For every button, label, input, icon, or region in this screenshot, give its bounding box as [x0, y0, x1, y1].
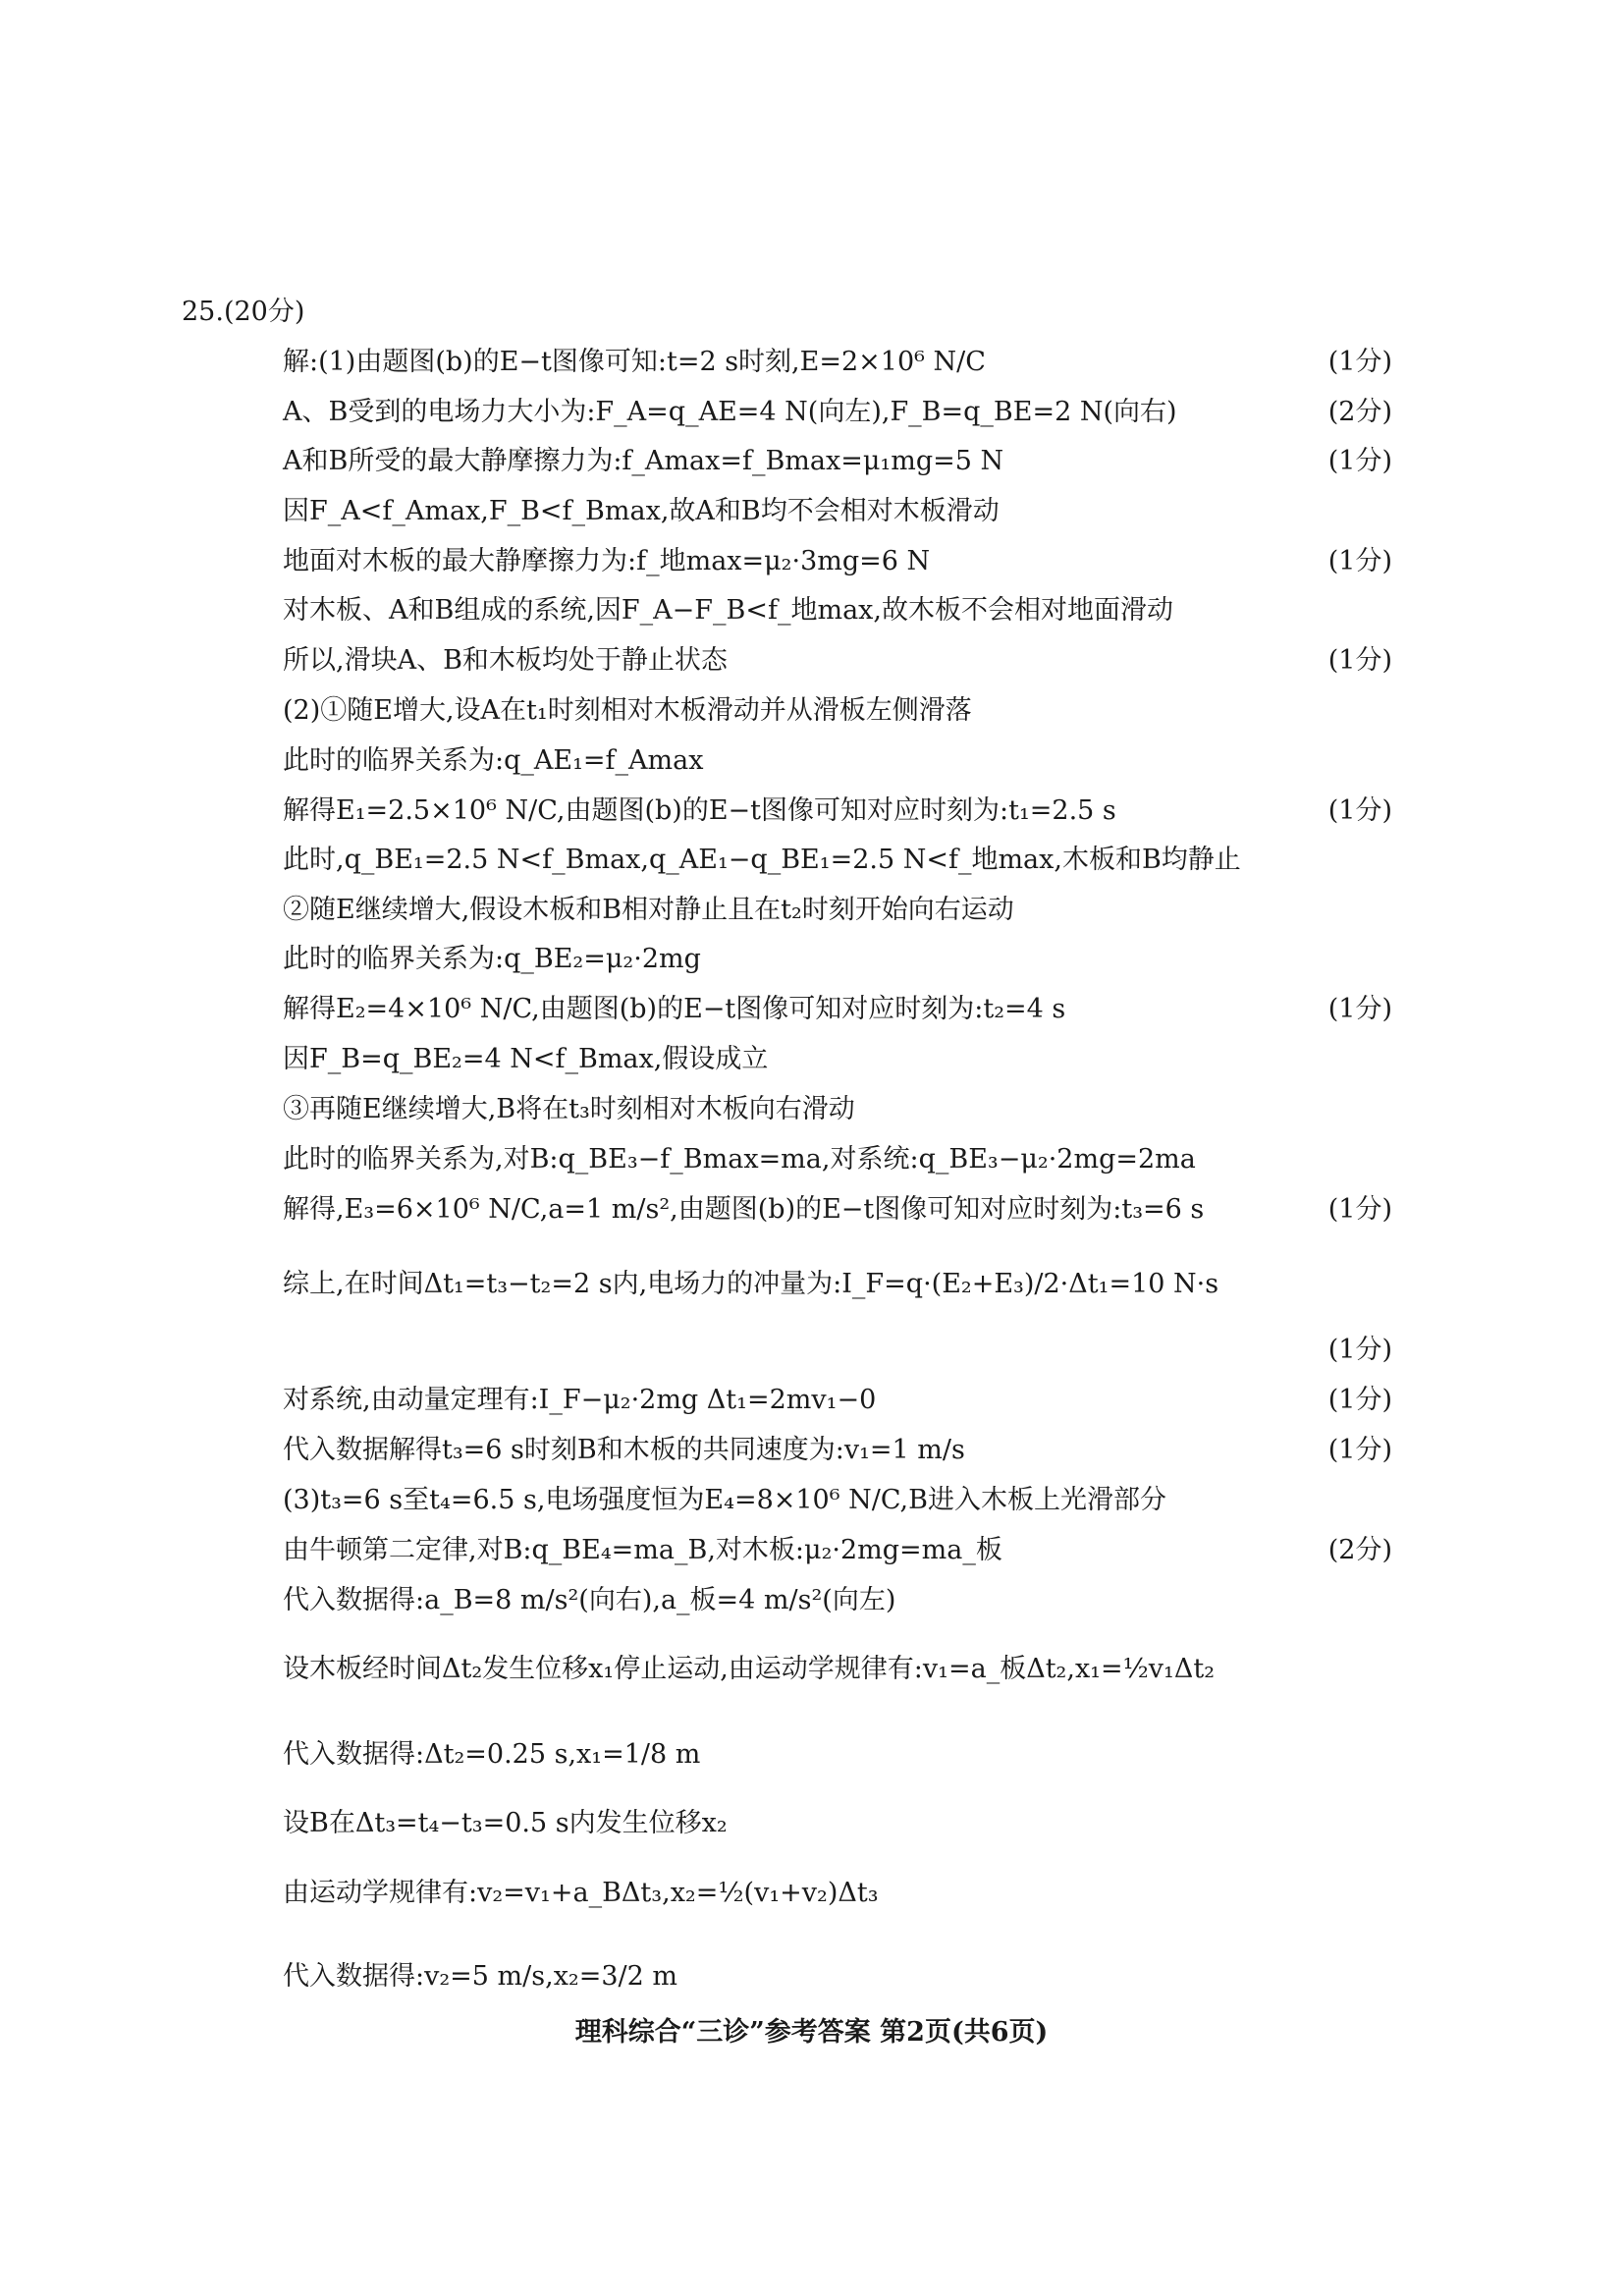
line-score: (2分) [1327, 1535, 1392, 1565]
line-text: 所以,滑块A、B和木板均处于静止状态 [283, 645, 728, 676]
line-text: 对木板、A和B组成的系统,因F_A−F_B<f_地max,故木板不会相对地面滑动 [283, 595, 1173, 626]
solution-line [283, 691, 1392, 731]
line-text: 设木板经时间Δt₂发生位移x₁停止运动,由运动学规律有:v₁=a_板Δt₂,x₁=½v₁Δt₂ [283, 1654, 1216, 1684]
line-text: 解得,E₃=6×10⁶ N/C,a=1 m/s²,由题图(b)的E−t图像可知对应时刻为:t₃=6 s [283, 1194, 1205, 1225]
solution-line [283, 442, 1392, 481]
line-text: 由牛顿第二定律,对B:q_BE₄=ma_B,对木板:μ₂·2mg=ma_板 [283, 1535, 1002, 1565]
solution-line [283, 841, 1392, 880]
solution-line [283, 641, 1392, 681]
line-text: 此时的临界关系为:q_AE₁=f_Amax [283, 745, 704, 776]
solution-line [283, 1531, 1392, 1570]
line-text: 此时,q_BE₁=2.5 N<f_Bmax,q_AE₁−q_BE₁=2.5 N<f_地max,木板和B均静止 [283, 845, 1241, 875]
page-footer: 理科综合“三诊”参考答案 第2页(共6页) [574, 2017, 1049, 2048]
line-text: 代入数据得:Δt₂=0.25 s,x₁=1/8 m [283, 1739, 701, 1770]
solution-line [283, 1140, 1392, 1179]
line-text: 设B在Δt₃=t₄−t₃=0.5 s内发生位移x₂ [283, 1808, 728, 1838]
solution-line [283, 1650, 1392, 1689]
line-score: (1分) [1327, 446, 1392, 476]
line-score: (2分) [1327, 397, 1392, 427]
line-text: 因F_A<f_Amax,F_B<f_Bmax,故A和B均不会相对木板滑动 [283, 496, 1000, 526]
line-score: (1分) [1327, 347, 1392, 377]
line-text: 对系统,由动量定理有:I_F−μ₂·2mg Δt₁=2mv₁−0 [283, 1385, 877, 1415]
solution-line [283, 1804, 1392, 1843]
solution-line [283, 1481, 1392, 1520]
solution-line [283, 1331, 1392, 1370]
line-text: ②随E继续增大,假设木板和B相对静止且在t₂时刻开始向右运动 [283, 895, 1014, 925]
line-score: (1分) [1327, 795, 1392, 826]
line-text: 地面对木板的最大静摩擦力为:f_地max=μ₂·3mg=6 N [283, 546, 931, 576]
line-text: 代入数据解得t₃=6 s时刻B和木板的共同速度为:v₁=1 m/s [283, 1435, 965, 1465]
solution-line [283, 990, 1392, 1029]
line-score: (1分) [1327, 1435, 1392, 1465]
line-text: 解:(1)由题图(b)的E−t图像可知:t=2 s时刻,E=2×10⁶ N/C [283, 347, 986, 377]
line-score: (1分) [1327, 994, 1392, 1024]
solution-line [283, 1381, 1392, 1420]
solution-line [283, 492, 1392, 531]
line-text: (3)t₃=6 s至t₄=6.5 s,电场强度恒为E₄=8×10⁶ N/C,B进入木板上光滑部分 [283, 1485, 1166, 1515]
problem-heading: 25.(20分) [182, 297, 305, 327]
solution-line [283, 591, 1392, 630]
solution-line [283, 1957, 1392, 1996]
line-text: 代入数据得:a_B=8 m/s²(向右),a_板=4 m/s²(向左) [283, 1585, 896, 1615]
line-score: (1分) [1327, 1385, 1392, 1415]
solution-line [283, 343, 1392, 382]
solution-line [283, 1431, 1392, 1470]
solution-line [283, 741, 1392, 781]
line-text: 解得E₂=4×10⁶ N/C,由题图(b)的E−t图像可知对应时刻为:t₂=4 s [283, 994, 1066, 1024]
line-text: ③再随E继续增大,B将在t₃时刻相对木板向右滑动 [283, 1094, 855, 1124]
solution-line [283, 393, 1392, 432]
line-text: 综上,在时间Δt₁=t₃−t₂=2 s内,电场力的冲量为:I_F=q·(E₂+E₃)/2·Δt₁=10 N·s [283, 1269, 1219, 1299]
line-text: 代入数据得:v₂=5 m/s,x₂=3/2 m [283, 1961, 678, 1992]
line-text: 解得E₁=2.5×10⁶ N/C,由题图(b)的E−t图像可知对应时刻为:t₁=2.5 s [283, 795, 1116, 826]
line-text: 因F_B=q_BE₂=4 N<f_Bmax,假设成立 [283, 1044, 769, 1074]
solution-line [283, 940, 1392, 979]
line-text: A和B所受的最大静摩擦力为:f_Amax=f_Bmax=μ₁mg=5 N [283, 446, 1004, 476]
solution-line [283, 1265, 1392, 1304]
line-score: (1分) [1327, 1335, 1392, 1365]
line-score: (1分) [1327, 645, 1392, 676]
solution-line [283, 1874, 1392, 1913]
line-text: 由运动学规律有:v₂=v₁+a_BΔt₃,x₂=½(v₁+v₂)Δt₃ [283, 1878, 879, 1908]
solution-line [283, 1581, 1392, 1620]
line-text: (2)①随E增大,设A在t₁时刻相对木板滑动并从滑板左侧滑落 [283, 695, 972, 726]
line-score: (1分) [1327, 1194, 1392, 1225]
line-text: 此时的临界关系为,对B:q_BE₃−f_Bmax=ma,对系统:q_BE₃−μ₂·2mg=2ma [283, 1144, 1196, 1175]
solution-line [283, 891, 1392, 930]
solution-line [283, 792, 1392, 831]
line-text: A、B受到的电场力大小为:F_A=q_AE=4 N(向左),F_B=q_BE=2 N(向右) [283, 397, 1177, 427]
line-text: 此时的临界关系为:q_BE₂=μ₂·2mg [283, 944, 701, 974]
line-score: (1分) [1327, 546, 1392, 576]
solution-line [283, 1190, 1392, 1230]
solution-line [283, 1040, 1392, 1079]
solution-line [283, 542, 1392, 581]
solution-line [283, 1735, 1392, 1775]
solution-line [283, 1090, 1392, 1129]
